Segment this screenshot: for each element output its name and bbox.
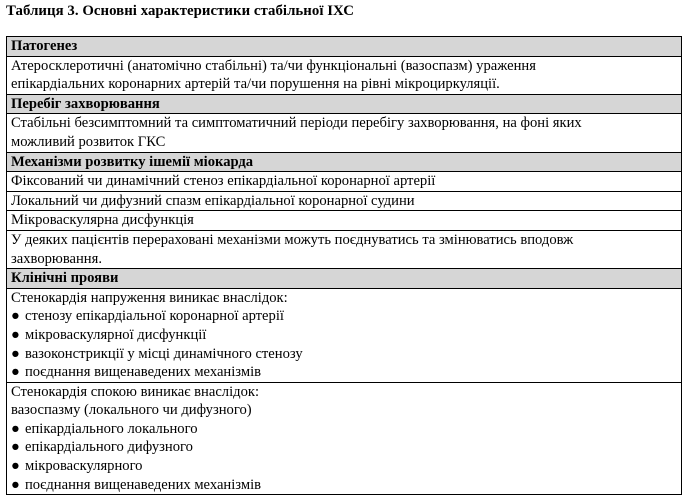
mechanisms-note xyxy=(7,230,682,268)
table-caption: Таблиця 3. Основні характеристики стабільної ІХС xyxy=(6,3,354,19)
bullet-icon: ● xyxy=(11,364,20,381)
bullet-icon: ● xyxy=(11,326,20,343)
bullet-icon: ● xyxy=(11,439,20,456)
table-row xyxy=(7,382,682,495)
course-text xyxy=(7,114,682,152)
section-title-pathogenesis: Патогенез xyxy=(7,37,682,57)
bullet-icon: ● xyxy=(11,420,20,437)
table-row xyxy=(7,211,682,231)
effort-angina-intro: Стенокардія напруження виникає внаслідок: xyxy=(11,289,288,306)
table-row xyxy=(7,288,682,382)
table-row xyxy=(7,191,682,211)
pathogenesis-line-2: епікардіальних коронарних артерій та/чи порушення на рівні мікроциркуляції. xyxy=(11,76,500,93)
rest-angina-intro: Стенокардія спокою виникає внаслідок: xyxy=(11,383,260,400)
effort-angina-cell xyxy=(7,288,682,382)
list-item xyxy=(11,363,678,382)
bullet-icon: ● xyxy=(11,345,20,362)
pathogenesis-line-1: Атеросклеротичні (анатомічно стабільні) та/чи функціональні (вазоспазм) ураження xyxy=(11,57,536,74)
mechanism-item: Локальний чи дифузний спазм епікардіальної коронарної судини xyxy=(7,191,682,211)
table-row xyxy=(7,172,682,192)
effort-cause: вазоконстрикції у місці динамічного стенозу xyxy=(25,345,303,362)
characteristics-table xyxy=(6,36,682,495)
rest-cause: поєднання вищенаведених механізмів xyxy=(25,476,262,493)
rest-cause: епікардіального локального xyxy=(25,420,198,437)
mechanisms-note-line-1: У деяких пацієнтів перераховані механізми можуть поєднуватись та змінюватись вподовж xyxy=(11,231,574,248)
list-item xyxy=(11,326,678,345)
bullet-icon: ● xyxy=(11,476,20,493)
effort-cause: мікроваскулярної дисфункції xyxy=(25,326,207,343)
rest-angina-cell xyxy=(7,382,682,495)
mechanism-item: Фіксований чи динамічний стеноз епікардіальної коронарної артерії xyxy=(7,172,682,192)
list-item xyxy=(11,420,678,439)
list-item xyxy=(11,438,678,457)
table-row xyxy=(7,56,682,94)
rest-cause: епікардіального дифузного xyxy=(25,439,193,456)
section-title-course: Перебіг захворювання xyxy=(7,94,682,114)
bullet-icon: ● xyxy=(11,308,20,325)
list-item xyxy=(11,345,678,364)
table-row xyxy=(7,230,682,268)
list-item xyxy=(11,457,678,476)
section-header-row xyxy=(7,152,682,172)
table-row xyxy=(7,114,682,152)
mechanisms-note-line-2: захворювання. xyxy=(11,250,102,267)
list-item xyxy=(11,476,678,495)
bullet-icon: ● xyxy=(11,458,20,475)
section-header-row xyxy=(7,37,682,57)
pathogenesis-text xyxy=(7,56,682,94)
mechanism-item: Мікроваскулярна дисфункція xyxy=(7,211,682,231)
course-line-1: Стабільні безсимптомний та симптоматичний періоди перебігу захворювання, на фоні яких xyxy=(11,115,582,132)
section-title-mechanisms: Механізми розвитку ішемії міокарда xyxy=(7,152,682,172)
section-title-clinical: Клінічні прояви xyxy=(7,269,682,289)
effort-cause: стенозу епікардіальної коронарної артерії xyxy=(25,308,284,325)
section-header-row xyxy=(7,269,682,289)
course-line-2: можливий розвиток ГКС xyxy=(11,133,166,150)
list-item xyxy=(11,307,678,326)
section-header-row xyxy=(7,94,682,114)
rest-angina-subtitle: вазоспазму (локального чи дифузного) xyxy=(11,402,252,419)
rest-cause: мікроваскулярного xyxy=(25,458,143,475)
effort-cause: поєднання вищенаведених механізмів xyxy=(25,364,262,381)
